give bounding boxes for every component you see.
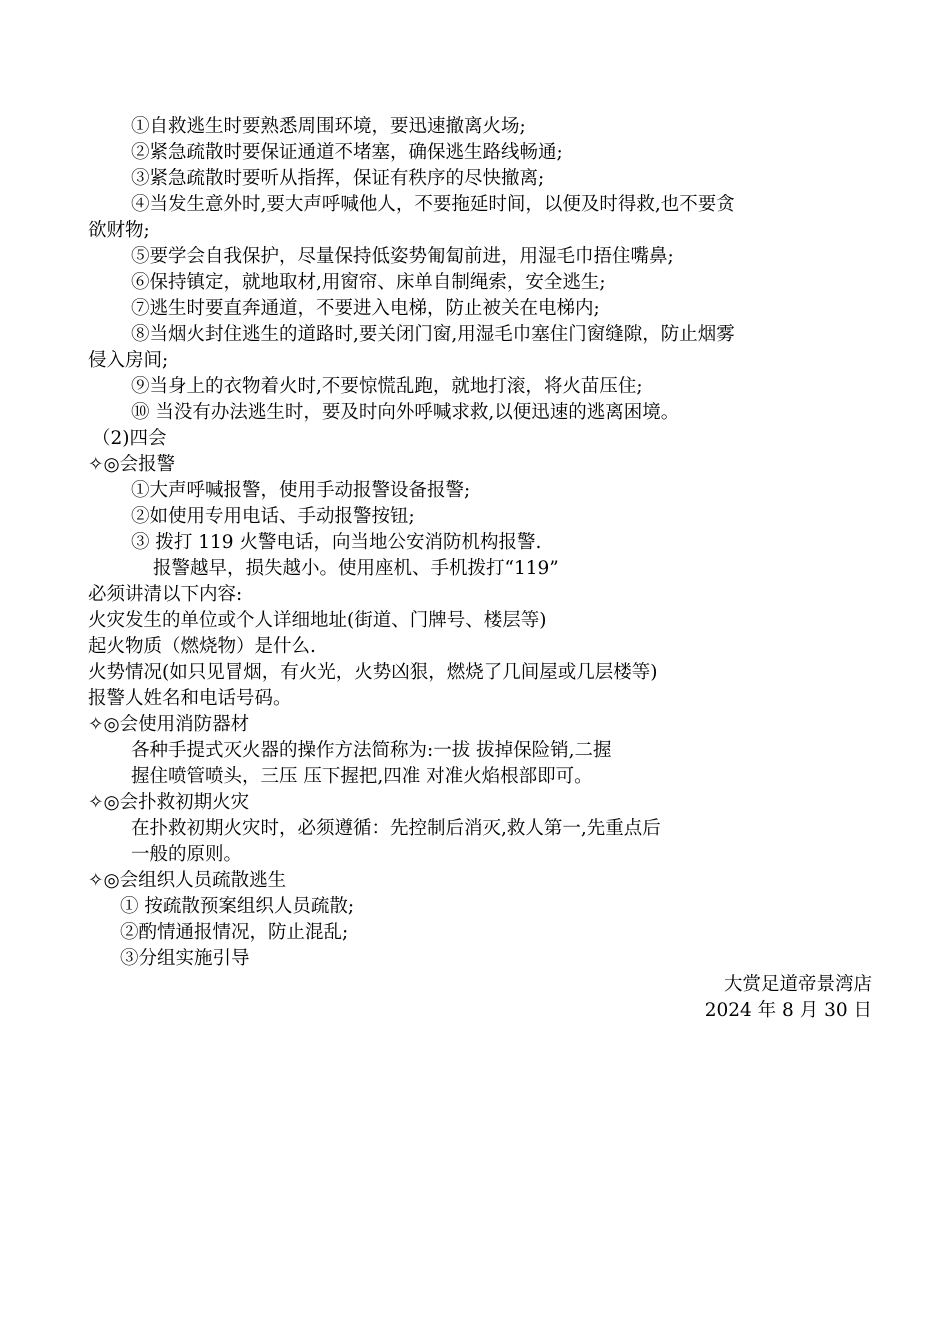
list-item: ②如使用专用电话、手动报警按钮; [131, 506, 415, 527]
paragraph: 一般的原则。 [131, 844, 243, 865]
paragraph: 火灾发生的单位或个人详细地址(街道、门牌号、楼层等) [88, 610, 547, 631]
paragraph: 在扑救初期火灾时，必须遵循：先控制后消灭,救人第一,先重点后 [131, 818, 661, 839]
paragraph: 报警越早，损失越小。使用座机、手机拨打“119” [153, 558, 559, 579]
list-item: ① 按疏散预案组织人员疏散; [120, 896, 355, 917]
subsection-heading-evacuation: ✧◎会组织人员疏散逃生 [88, 870, 287, 891]
paragraph: 火势情况(如只见冒烟，有火光，火势凶狠，燃烧了几间屋或几层楼等) [88, 662, 658, 683]
list-item: ③分组实施引导 [120, 948, 250, 969]
list-item-continued: 欲财物; [88, 220, 150, 241]
list-item: ⑧当烟火封住逃生的道路时,要关闭门窗,用湿毛巾塞住门窗缝隙，防止烟雾 [131, 324, 735, 345]
signature-date: 2024 年 8 月 30 日 [704, 1000, 872, 1021]
signature-organization: 大赏足道帝景湾店 [723, 974, 872, 995]
list-item: ⑨当身上的衣物着火时,不要惊慌乱跑，就地打滚，将火苗压住; [131, 376, 643, 397]
list-item: ②酌情通报情况，防止混乱; [120, 922, 349, 943]
list-item: ④当发生意外时,要大声呼喊他人，不要拖延时间，以便及时得救,也不要贪 [131, 194, 735, 215]
list-item: ①自救逃生时要熟悉周围环境，要迅速撤离火场; [131, 116, 526, 137]
list-item: ⑦逃生时要直奔通道，不要进入电梯，防止被关在电梯内; [131, 298, 600, 319]
paragraph: 起火物质（燃烧物）是什么. [88, 636, 316, 657]
subsection-heading-firefighting: ✧◎会扑救初期火灾 [88, 792, 250, 813]
section-heading: （2)四会 [92, 428, 167, 449]
subsection-heading-equipment: ✧◎会使用消防器材 [88, 714, 250, 735]
list-item: ⑤要学会自我保护，尽量保持低姿势匍匐前进，用湿毛巾捂住嘴鼻; [131, 246, 674, 267]
list-item-continued: 侵入房间; [88, 350, 169, 371]
paragraph: 握住喷管喷头，三压 压下握把,四准 对准火焰根部即可。 [131, 766, 593, 787]
list-item: ⑩ 当没有办法逃生时，要及时向外呼喊求救,以便迅速的逃离困境。 [131, 402, 680, 423]
paragraph: 必须讲清以下内容: [88, 584, 243, 605]
list-item: ②紧急疏散时要保证通道不堵塞，确保逃生路线畅通; [131, 142, 563, 163]
list-item: ③紧急疏散时要听从指挥，保证有秩序的尽快撤离; [131, 168, 545, 189]
list-item: ③ 拨打 119 火警电话，向当地公安消防机构报警. [131, 532, 542, 553]
list-item: ⑥保持镇定，就地取材,用窗帘、床单自制绳索，安全逃生; [131, 272, 606, 293]
paragraph: 各种手提式灭火器的操作方法简称为:一拔 拔掉保险销,二握 [131, 740, 612, 761]
subsection-heading-alarm: ✧◎会报警 [88, 454, 176, 475]
paragraph: 报警人姓名和电话号码。 [88, 688, 292, 709]
list-item: ①大声呼喊报警，使用手动报警设备报警; [131, 480, 471, 501]
